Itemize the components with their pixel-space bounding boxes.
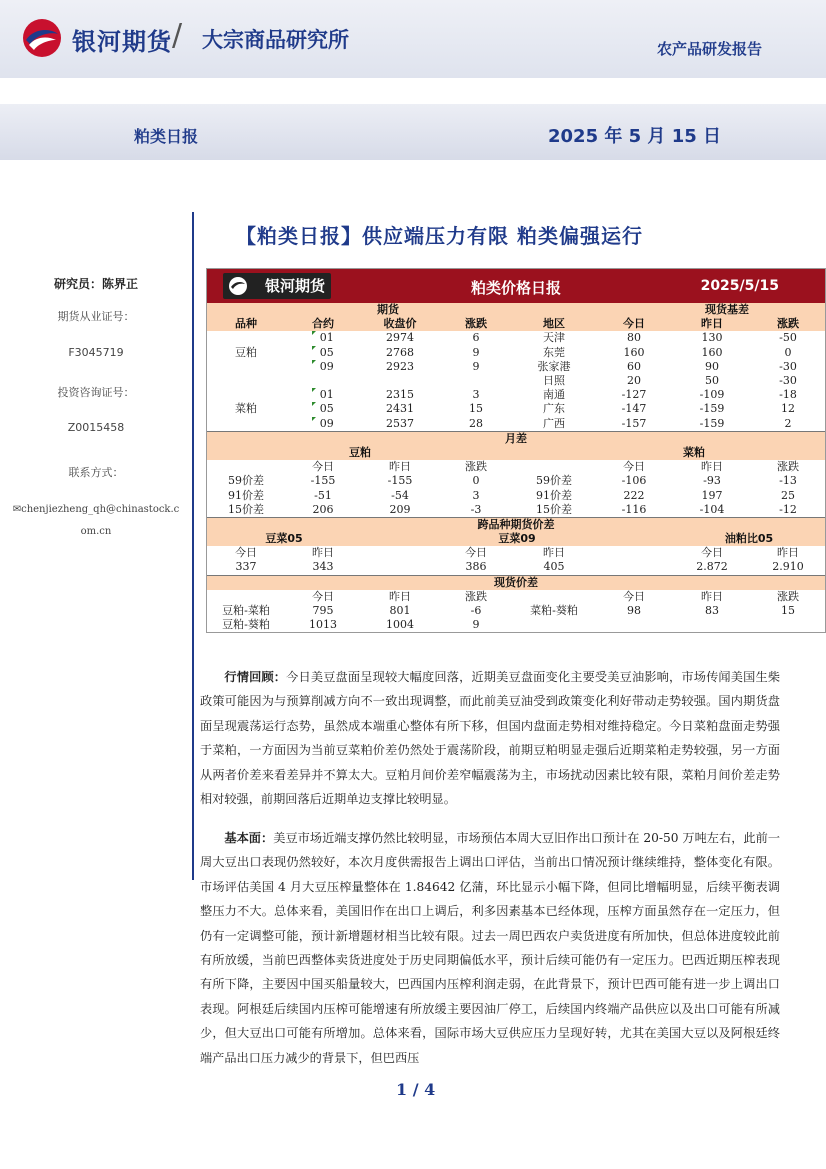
galaxy-small-icon [228,276,248,296]
table-row: 菜粕 05 2431 15 广东 -147 -159 12 [235,402,795,416]
mail-icon: ✉ [12,504,22,515]
table-row: 豆粕-葵粕 1013 1004 9 [222,618,480,632]
table-row: 豆粕-菜粕 795 801 -6 菜粕-葵粕 98 83 15 [222,604,795,618]
month-spread-subheader: 今日 昨日 涨跌 今日 昨日 涨跌 [312,460,799,474]
institute-name: 大宗商品研究所 [202,28,349,52]
flag-icon [312,388,316,392]
col-header: 合约 [285,317,361,331]
email-link[interactable]: ✉chenjiezheng_qh@chinastock.c [12,504,180,515]
table-row: 01 2974 6 天津 80 130 -50 [207,331,825,345]
spot-spread-header: 现货价差 [207,575,825,590]
fundamentals [200,826,780,1070]
report-type: 农产品研发报告 [656,40,762,58]
header-slash: / [172,18,183,53]
brand-name: 银河期货 [72,28,172,56]
email-link-cont[interactable]: om.cn [80,526,112,537]
col-header: 涨跌 [439,317,513,331]
galaxy-logo-icon [20,18,64,58]
table-row: 日照 20 50 -30 [543,374,797,388]
column-header-row [207,317,825,331]
table-row: 01 2315 3 南通 -127 -109 -18 [207,388,825,402]
table-title: 粕类价格日报 [471,279,562,297]
table-row: 豆粕 05 2768 9 东莞 160 160 0 [235,345,792,359]
cross-spread-groups: 豆菜05 豆菜09 油粕比05 [207,532,825,546]
license-label: 期货从业证号： [57,310,135,323]
page-number: 1 / 4 [396,1080,436,1099]
spot-basis-label: 现货基差 [595,303,751,317]
page-headline: 【粕类日报】供应端压力有限 粕类偏强运行 [236,224,643,248]
researcher-name: 研究员：陈界正 [53,277,138,291]
table-row: 337 343 386 405 2.872 2.910 [235,560,804,574]
flag-icon [312,346,316,350]
col-header: 今日 [595,317,673,331]
col-header: 昨日 [673,317,751,331]
invest-value: Z0015458 [67,421,125,434]
divider-line [192,212,194,880]
table-row: 15价差 206 209 -3 15价差 -116 -104 -12 [228,502,797,516]
futures-label: 期货 [361,303,513,317]
price-grid [207,303,825,632]
report-date: 2025 年 5 月 15 日 [548,126,722,147]
table-header [207,269,825,303]
fundamental-label: 基本面： [224,831,274,845]
table-row: 09 2537 28 广西 -157 -159 2 [207,417,825,432]
table-date: 2025/5/15 [700,278,779,294]
col-header: 涨跌 [751,317,825,331]
col-header: 收盘价 [361,317,439,331]
col-header: 品种 [207,317,285,331]
table-row: 59价差 -155 -155 0 59价差 -106 -93 -13 [228,474,797,488]
market-review [200,665,780,811]
flag-icon [312,417,316,421]
cross-spread-header: 跨品种期货价差 [207,517,825,532]
table-row: 09 2923 9 张家港 60 90 -30 [207,360,825,374]
spot-spread-subheader: 今日 昨日 涨跌 今日 昨日 涨跌 [312,589,799,603]
fundamental-text: 美豆市场近端支撑仍然比较明显，市场预估本周大豆旧作出口预计在 20-50 万吨左右，此前一周大豆出口表现仍然较好，本次月度供需报告上调出口评估，当前出口情况预计继续维持，整体变化有限。市场评估美国 4 月大豆压榨量整体在 1.84642 亿蒲，环比显示小幅下降，但同比增幅明显，后续平衡表调整压力不大。总体来看，美国旧作在出口上调后，利多因素基本已经体现，压榨方面虽然存在一定压力，但仍有一定调整可能，预计新增题材相当比较有限。过去一周巴西农户卖货进度有所加快，但总体进度较此前有所放缓，当前巴西整体卖货进度处于历史同期偏低水平，预计后续可能仍有一定压力。巴西近期压榨表现有所下降，主要因中国买船量较大，巴西国内压榨利润走弱，在此背景下，预计巴西可能有进一步上调出口表现。阿根廷后续国内压榨可能增速有所放缓主要因油厂停工，后续国内终端产品供应以及出口可能有所减少，但大豆出口可能有所增加。总体来看，国际市场大豆供应压力呈现好转，尤其在美国大豆以及阿根廷终端产品出口压力减少的背景下，但巴西压 [200,831,781,1065]
flag-icon [312,402,316,406]
license-value: F3045719 [68,346,124,359]
review-text: 今日美豆盘面呈现较大幅度回落，近期美豆盘面变化主要受美豆油影响，市场传闻美国生柴政策可能因为与预算削减方向不一致出现调整，而此前美豆油受到政策变化利好带动走势较强。国内期货盘面呈现震荡运行态势，虽然成本端重心整体有所下移，但国内盘面走势相对维持稳定。今日菜粕盘面走势强于菜粕，一方面因为当前豆菜粕价差仍然处于震荡阶段，前期豆粕明显走强后近期菜粕走势较强，另一方面从两者价差来看差异并不算太大。豆粕月间价差窄幅震荡为主，市场扰动因素比较有限，菜粕月间价差走势相对较强，前期回落后近期单边支撑比较明显。 [200,670,781,807]
month-spread-groups: 豆粕 菜粕 [207,446,825,460]
month-spread-header: 月差 [207,431,825,446]
flag-icon [312,360,316,364]
table-logo: 银河期货 [223,273,331,299]
futures-group-row [207,303,825,317]
cross-spread-subheader: 今日 昨日 今日 昨日 今日 昨日 [235,546,799,560]
price-table [206,268,826,633]
col-header: 地区 [513,317,595,331]
report-title: 粕类日报 [134,127,199,146]
contact-label: 联系方式： [68,466,124,479]
invest-label: 投资咨询证号： [57,386,135,399]
table-row: 91价差 -51 -54 3 91价差 222 197 25 [228,488,795,502]
flag-icon [312,331,316,335]
review-label: 行情回顾： [224,670,287,684]
